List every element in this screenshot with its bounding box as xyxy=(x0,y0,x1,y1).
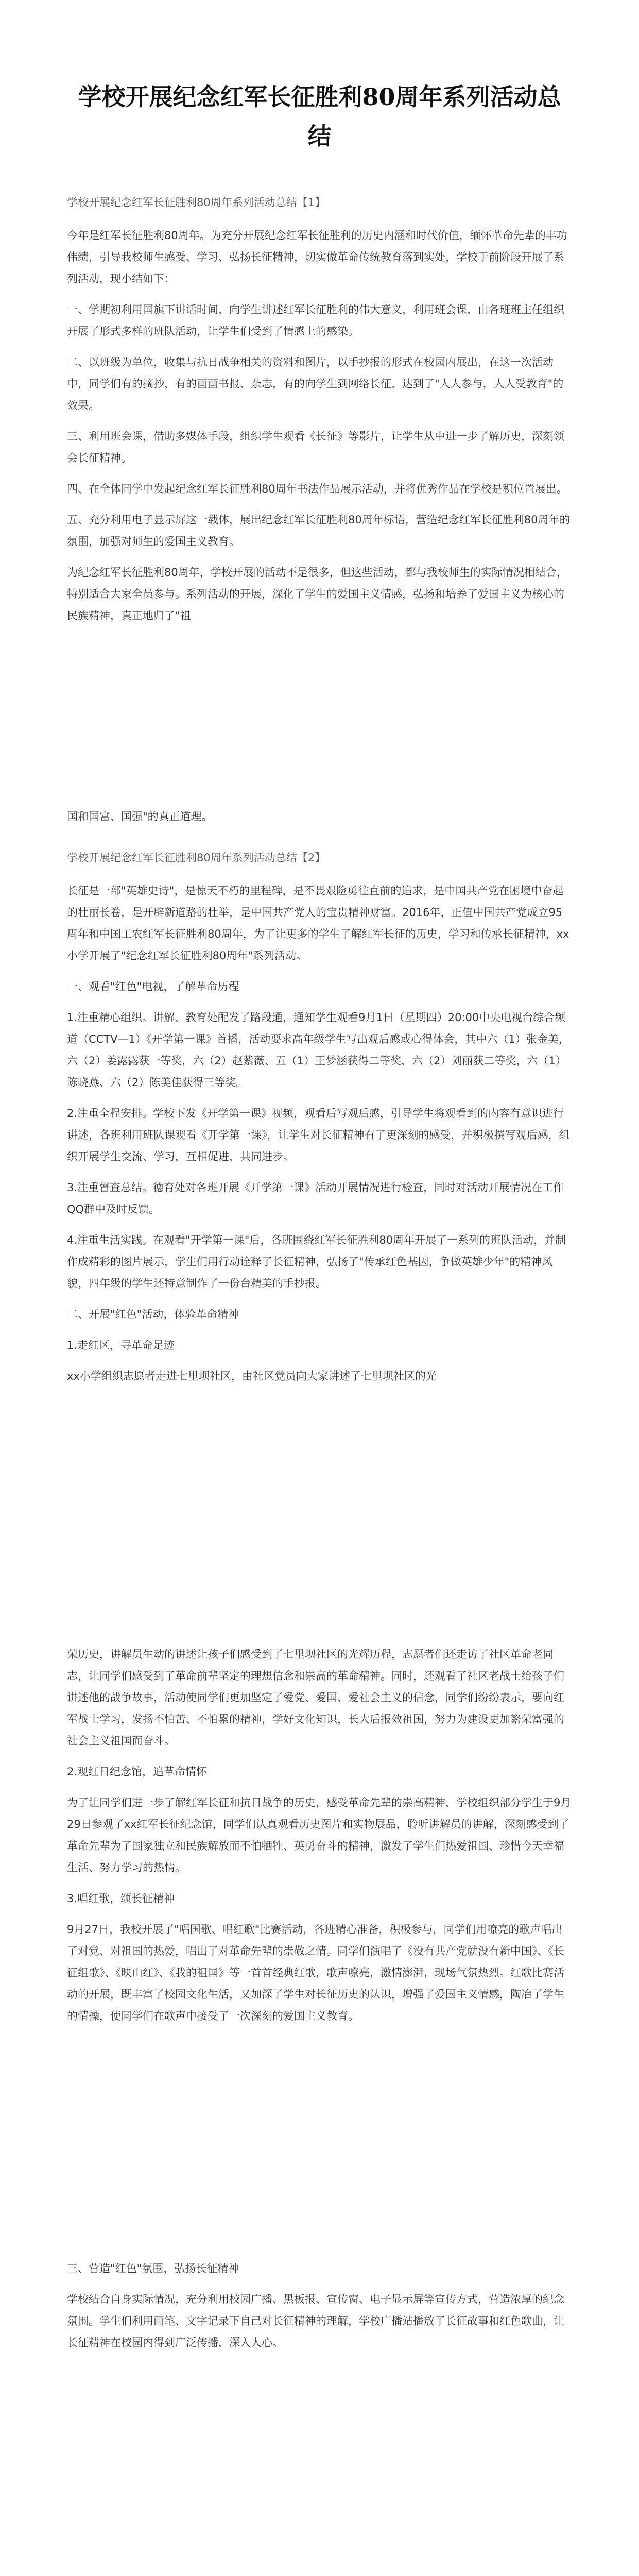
paragraph: 3.注重督查总结。德育处对各班开展《开学第一课》活动开展情况进行检查，同时对活动开展情况在工作QQ群中及时反馈。 xyxy=(67,1181,564,1215)
paragraph: 长征是一部"英雄史诗"，是惊天不朽的里程碑，是不畏艰险勇往直前的追求，是中国共产党在困境中奋起的壮丽长卷，是开辟新道路的壮举，是中国共产党人的宝贵精神财富。2016年，正值中国共产党成立95周年和中国工农红军长征胜利80周年，为了让更多的学生了解红军长征的历史，学习和传承长征精神，xx小学开展了"纪念红军长征胜利80周年"系列活动。 xyxy=(67,885,569,962)
paragraph: 一、学期初利用国旗下讲话时间，向学生讲述红军长征胜利的伟大意义，利用班会课，由各班班主任组织开展了形式多样的班队活动，让学生们受到了情感上的感染。 xyxy=(67,303,564,337)
paragraph: 国和国富、国强"的真正道理。 xyxy=(67,810,213,823)
paragraph: 1.走红区，寻革命足迹 xyxy=(67,1339,175,1351)
paragraph: 三、营造"红色"氛围，弘扬长征精神 xyxy=(67,2262,239,2275)
paragraph: 1.注重精心组织。讲解、教育处配发了路段通，通知学生观看9月1日（星期四）20:00中央电视台综合频道（CCTV—1）《开学第一课》首播，活动要求高年级学生写出观后感或心得体会，其中六（1）张金美，六（2）姜露露获一等奖，六（2）赵紫薇、五（1）王梦涵获得二等奖，六（2）刘丽获二等奖，六（1）陈晓燕、六（2）陈美佳获得三等奖。 xyxy=(67,1011,569,1089)
paragraph: 9月27日，我校开展了"唱国歌、唱红歌"比赛活动，各班精心准备，积极参与，同学们用嘹亮的歌声唱出了对党、对祖国的热爱，唱出了对革命先辈的崇敬之情。同学们演唱了《没有共产党就没有新中国》、《长征组歌》、《映山红》、《我的祖国》等一首首经典红歌，歌声嘹亮，激情澎湃，现场气氛热烈。红歌比赛活动的开展，既丰富了校园文化生活，又加深了学生对长征历史的认识，增强了爱国主义情感，陶冶了学生的情操，使同学们在歌声中接受了一次深刻的爱国主义教育。 xyxy=(67,1923,564,2022)
page-break-gap xyxy=(67,1396,572,1643)
page-break-gap xyxy=(67,636,572,806)
paragraph: 学校结合自身实际情况，充分利用校园广播、黑板报、宣传窗、电子显示屏等宣传方式，营造浓厚的纪念氛围。学生们利用画笔、文字记录下自己对长征精神的理解，学校广播站播放了长征故事和红色歌曲，让长征精神在校园内得到广泛传播，深入人心。 xyxy=(67,2293,564,2349)
paragraph: 荣历史，讲解员生动的讲述让孩子们感受到了七里坝社区的光辉历程，志愿者们还走访了社区革命老同志，让同学们感受到了革命前辈坚定的理想信念和崇高的革命精神。同时，还观看了社区老战士给孩子们讲述他的战争故事，活动使同学们更加坚定了爱党、爱国、爱社会主义的信念，同学们纷纷表示，要向红军战士学习，发扬不怕苦、不怕累的精神，学好文化知识，长大后报效祖国，努力为建设更加繁荣富强的社会主义祖国而奋斗。 xyxy=(67,1648,564,1747)
section-heading-1: 学校开展纪念红军长征胜利80周年系列活动总结【1】 xyxy=(67,196,326,209)
paragraph: 2.观红日纪念馆，追革命情怀 xyxy=(67,1766,208,1778)
paragraph: 二、开展"红色"活动，体验革命精神 xyxy=(67,1308,239,1320)
paragraph: 3.唱红歌，颂长征精神 xyxy=(67,1892,175,1905)
paragraph: 2.注重全程安排。学校下发《开学第一课》视频，观看后写观后感，引导学生将观看到的内容有意识进行讲述，各班利用班队课观看《开学第一课》，让学生对长征精神有了更深刻的感受，并积极撰写观后感，组织开展学生交流、学习，互相促进，共同进步。 xyxy=(67,1107,570,1163)
paragraph: 三、利用班会课，借助多媒体手段，组织学生观看《长征》等影片，让学生从中进一步了解历史，深刻领会长征精神。 xyxy=(67,430,564,464)
paragraph: xx小学组织志愿者走进七里坝社区，由社区党员向大家讲述了七里坝社区的光 xyxy=(67,1370,437,1382)
paragraph: 为了让同学们进一步了解红军长征和抗日战争的历史，感受革命先辈的崇高精神，学校组织部分学生于9月29日参观了xx红军长征纪念馆，同学们认真观看历史图片和实物展品，聆听讲解员的讲解，深刻感受到了革命先辈为了国家独立和民族解放而不怕牺牲、英勇奋斗的精神，激发了学生们热爱祖国、珍惜今天幸福生活、努力学习的热情。 xyxy=(67,1797,572,1874)
paragraph: 四、在全体同学中发起纪念红军长征胜利80周年书法作品展示活动，并将优秀作品在学校是积位置展出。 xyxy=(67,483,567,495)
paragraph: 4.注重生活实践。在观看"开学第一课"后，各班围绕红军长征胜利80周年开展了一系列的班队活动，并制作成精彩的图片展示，学生们用行动诠释了长征精神，弘扬了"传承红色基因，争做英雄少年"的精神风貌，四年级的学生还特意制作了一份台精美的手抄报。 xyxy=(67,1234,566,1290)
document-title: 学校开展纪念红军长征胜利80周年系列活动总结 xyxy=(78,83,561,150)
paragraph: 五、充分利用电子显示屏这一载体，展出纪念红军长征胜利80周年标语，营造纪念红军长征胜利80周年的氛围，加强对师生的爱国主义教育。 xyxy=(67,514,571,548)
section-heading-2: 学校开展纪念红军长征胜利80周年系列活动总结【2】 xyxy=(67,852,326,864)
paragraph: 一、观看"红色"电视，了解革命历程 xyxy=(67,980,239,993)
paragraph: 今年是红军长征胜利80周年。为充分开展纪念红军长征胜利的历史内涵和时代价值，缅怀革命先辈的丰功伟绩，引导我校师生感受、学习、弘扬长征精神，切实做革命传统教育落到实处，学校于前阶段开展了系列活动，现小结如下： xyxy=(67,229,567,285)
paragraph: 二、以班级为单位，收集与抗日战争相关的资料和图片，以手抄报的形式在校园内展出，在这一次活动中，同学们有的摘抄，有的画画书报、杂志，有的向学生到网络长征，达到了"人人参与，人人受教育"的效果。 xyxy=(67,356,564,412)
paragraph: 为纪念红军长征胜利80周年，学校开展的活动不是很多，但这些活动，都与我校师生的实际情况相结合，特别适合大家全员参与。系列活动的开展，深化了学生的爱国主义情感，弘扬和培养了爱国主义为核心的民族精神，真正地归了"祖 xyxy=(67,566,567,622)
page-break-gap xyxy=(67,2036,572,2258)
